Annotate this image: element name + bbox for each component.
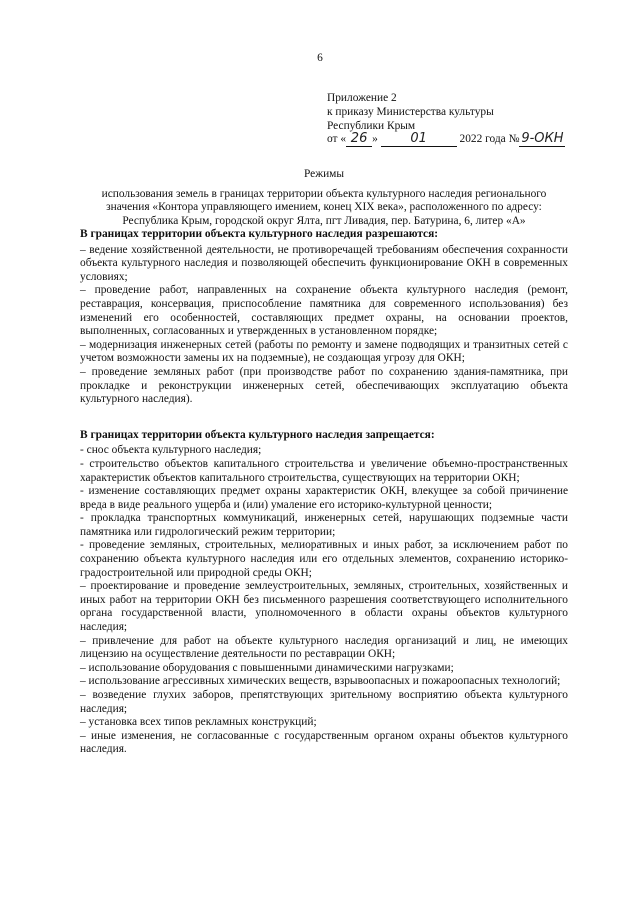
appendix-date-line [327,133,567,147]
title-line-1: использования земель в границах территории объекта культурного наследия регионального [101,187,547,200]
title-heading: Режимы [303,168,345,180]
allowed-item: – проведение работ, направленных на сохранение объекта культурного наследия (ремонт, реставрация, консервация, приспособление памятника для современного использования) без изменений его особенностей, составляющих предмет охраны, на основании проектов, выполненных, согласованных и утвержденных в установленном порядке; [80,284,568,338]
document-title [80,168,568,228]
prohibited-item: - прокладка транспортных коммуникаций, инженерных сетей, нарушающих подземные части памятника или гидрологический режим территории; [80,512,568,538]
prohibited-item: – проектирование и проведение землеустроительных, земляных, строительных, хозяйственных и иных работ на территории ОКН без письменного разрешения соответствующего исполнительного органа государственной власти, уполномоченного в области охраны объектов культурного наследия; [80,580,568,634]
appendix-order-line: к приказу Министерства культуры [327,105,494,118]
appendix-block [327,92,567,147]
title-line-3: Республика Крым, городской округ Ялта, пгт Ливадия, пер. Батурина, 6, литер «А» [122,214,526,227]
prohibited-item: – иные изменения, не согласованные с государственным органом охраны объектов культурного наследия. [80,729,568,756]
order-number: 9-ОКН [521,131,564,147]
prohibited-item: – установка всех типов рекламных конструкций; [80,716,317,729]
prohibited-item: – использование агрессивных химических веществ, взрывоопасных и пожароопасных технологий; [80,675,561,688]
date-month: 01 [381,133,457,147]
section-spacer [80,407,568,429]
date-prefix: от « [327,133,347,146]
prohibited-item: - снос объекта культурного наследия; [80,444,262,457]
date-year: 2022 года № [459,133,520,146]
prohibited-heading: В границах территории объекта культурного наследия запрещается: [80,428,435,441]
prohibited-item: - проведение земляных, строительных, мелиоративных и иных работ, за исключением работ по сохранению объекта культурного наследия или его отдельных элементов, сохранению историко-градостроительной или природной среды ОКН; [80,539,568,579]
title-line-2: значения «Контора управляющего имением, конец XIX века», расположенного по адресу: [106,201,542,214]
prohibited-item: - строительство объектов капитального строительства и увеличение объемно-пространственных характеристик объектов капитального строительства, существующих на территории ОКН; [80,457,568,484]
prohibited-item: – привлечение для работ на объекте культурного наследия организаций и лиц, не имеющих лицензию на осуществление деятельности по реставрации ОКН; [80,634,568,661]
allowed-item: – модернизация инженерных сетей (работы по ремонту и замене подводящих и транзитных сетей с учетом возможности замены их на подземные), не создающая угрозу для ОКН; [80,338,568,365]
allowed-item: – ведение хозяйственной деятельности, не противоречащей требованиям обеспечения сохранности объекта культурного наследия и позволяющей обеспечить функционирование ОКН в современных условиях; [80,243,568,283]
allowed-item: – проведение земляных работ (при производстве работ по сохранению здания-памятника, при прокладке и реконструкции инженерных сетей, обеспечивающих эксплуатацию объекта культурного наследия). [80,365,568,406]
date-mid: » [372,133,378,146]
appendix-republic-line: Республики Крым [327,119,416,132]
document-body [80,228,568,757]
prohibited-item: - изменение составляющих предмет охраны характеристик ОКН, влекущее за собой причинение вреда в виде реального ущерба и (или) умаление его историко-культурной ценности; [80,485,568,511]
prohibited-item: – возведение глухих заборов, препятствующих зрительному восприятию объекта культурного наследия; [80,689,568,715]
allowed-heading: В границах территории объекта культурного наследия разрешаются: [80,228,439,240]
date-day: 26 [346,133,372,147]
page-number: 6 [317,52,323,64]
appendix-title: Приложение 2 [327,92,397,104]
prohibited-item: – использование оборудования с повышенными динамическими нагрузками; [80,661,454,674]
